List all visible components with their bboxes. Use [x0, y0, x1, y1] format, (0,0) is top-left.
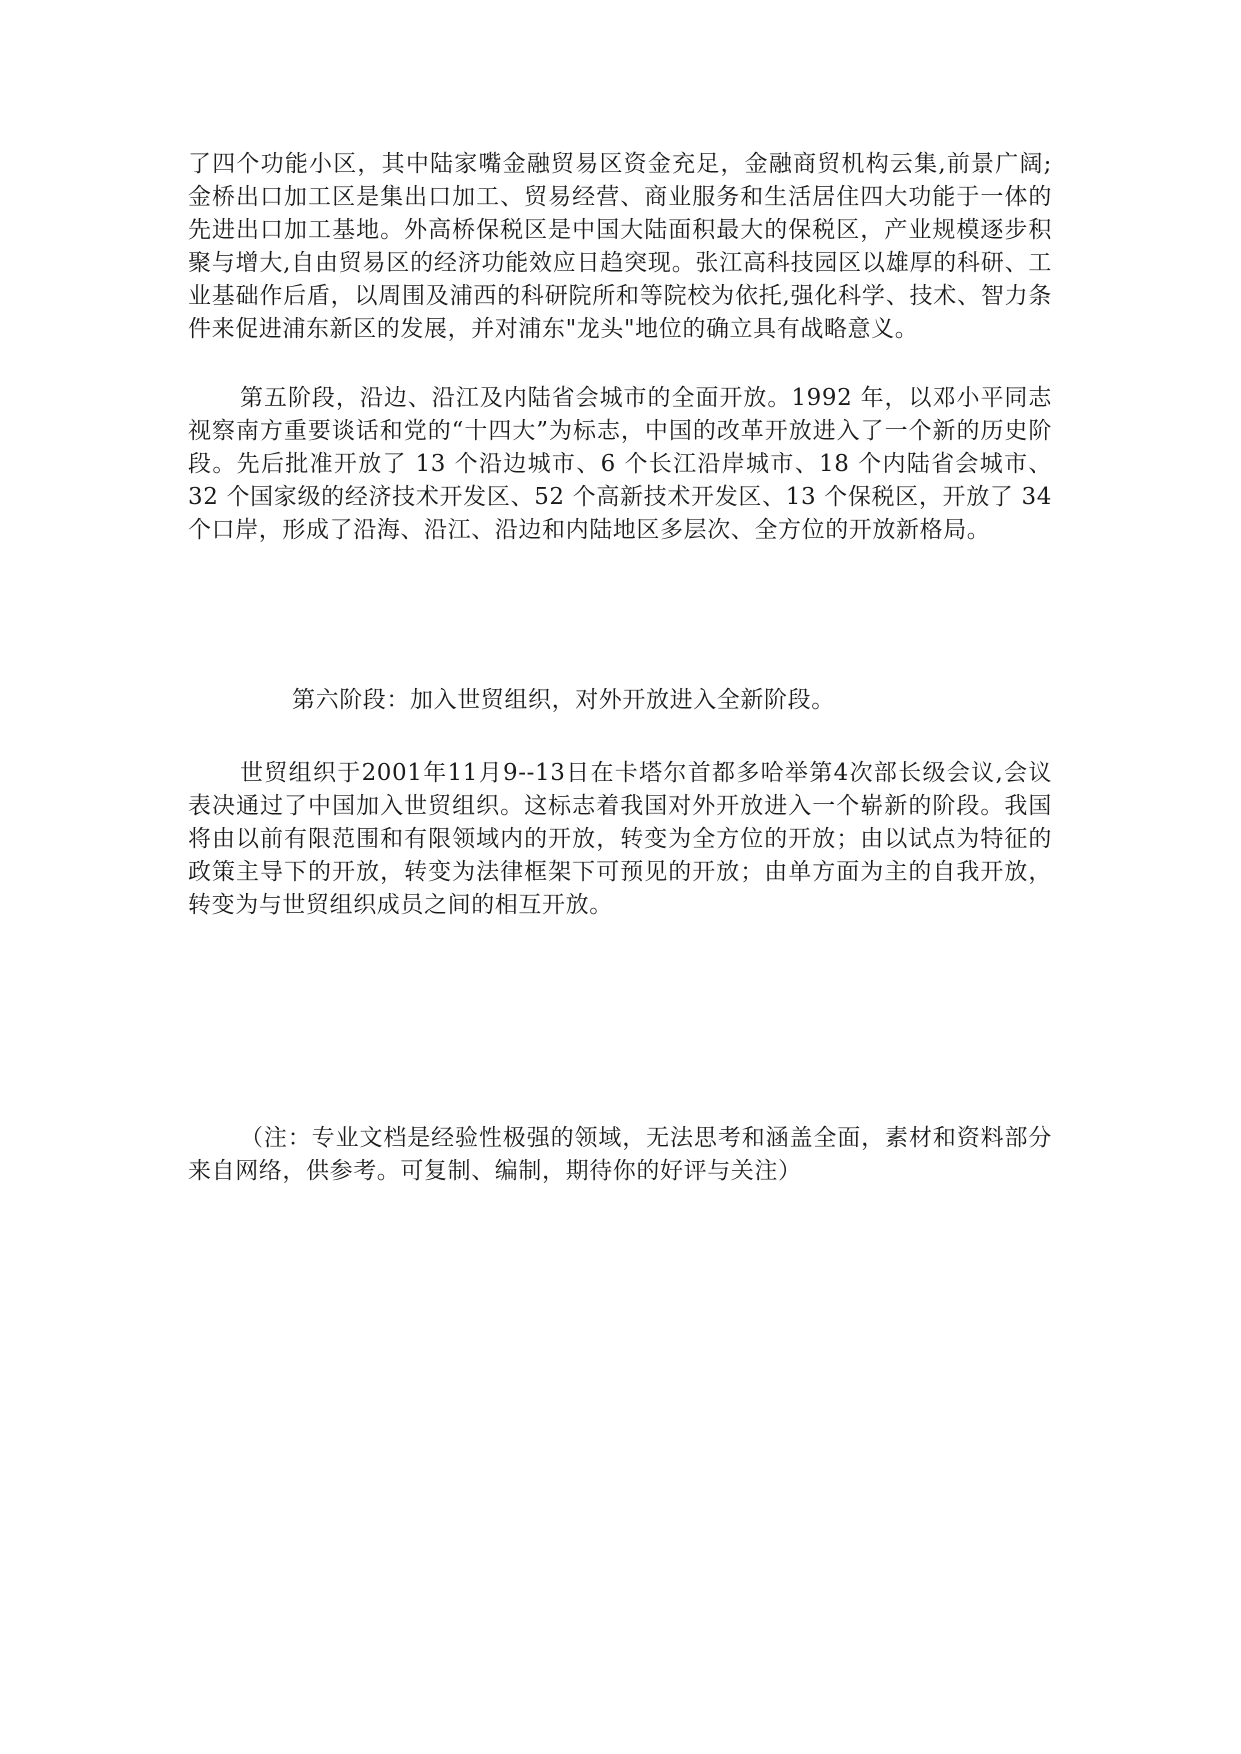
footnote-disclaimer: （注：专业文档是经验性极强的领域，无法思考和涵盖全面，素材和资料部分来自网络，供参考。可复制、编制，期待你的好评与关注） [188, 1125, 1052, 1184]
paragraph-stage-five: 第五阶段，沿边、沿江及内陆省会城市的全面开放。1992 年，以邓小平同志视察南方重要谈话和党的“十四大”为标志，中国的改革开放进入了一个新的历史阶段。先后批准开放了 13 个沿边城市、6 个长江沿岸城市、18 个内陆省会城市、32 个国家级的经济技术开发区、52 个高新技术开发区、13 个保税区，开放了 34 个口岸，形成了沿海、沿江、沿边和内陆地区多层次、全方位的开放新格局。 [188, 385, 1052, 543]
paragraph-wto-accession: 世贸组织于2001年11月9--13日在卡塔尔首都多哈举第4次部长级会议,会议表决通过了中国加入世贸组织。这标志着我国对外开放进入一个崭新的阶段。我国将由以前有限范围和有限领域内的开放，转变为全方位的开放；由以试点为特征的政策主导下的开放，转变为法律框架下可预见的开放；由单方面为主的自我开放，转变为与世贸组织成员之间的相互开放。 [188, 760, 1052, 918]
paragraph-pudong-zones: 了四个功能小区，其中陆家嘴金融贸易区资金充足，金融商贸机构云集,前景广阔;金桥出口加工区是集出口加工、贸易经营、商业服务和生活居住四大功能于一体的先进出口加工基地。外高桥保税区是中国大陆面积最大的保税区，产业规模逐步积聚与增大,自由贸易区的经济功能效应日趋突现。张江高科技园区以雄厚的科研、工业基础作后盾，以周围及浦西的科研院所和等院校为依托,强化科学、技术、智力条件来促进浦东新区的发展，并对浦东"龙头"地位的确立具有战略意义。 [188, 151, 1052, 342]
heading-stage-six: 第六阶段：加入世贸组织，对外开放进入全新阶段。 [292, 687, 835, 713]
